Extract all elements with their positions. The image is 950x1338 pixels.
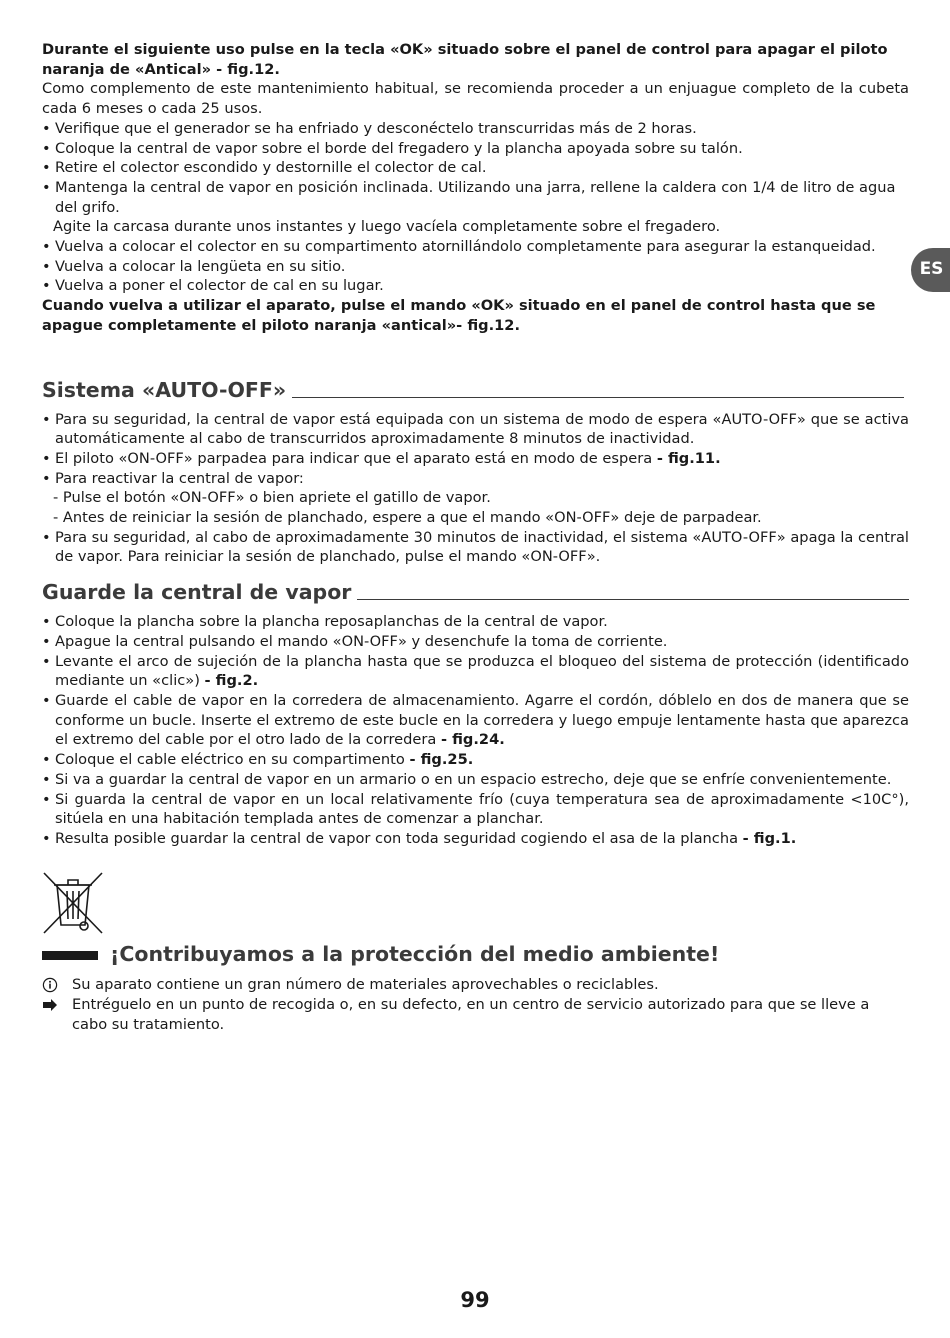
item-text: Guarde el cable de vapor en la corredera de almacenamiento. Agarre el cordón, dóblelo en dos de manera que se conforme un bucle. Inserte el extremo de este bucle en la corredera y luego empuje lentamente hasta que aparezca el extremo del cable por el otro lado de la corredera xyxy=(55,691,909,749)
item-text: Coloque el cable eléctrico en su compartimento xyxy=(55,751,410,769)
list-item: • Retire el colector escondido y destornille el colector de cal. xyxy=(42,158,909,178)
intro-paragraph: Como complemento de este mantenimiento habitual, se recomienda proceder a un enjuague completo de la cubeta cada 6 meses o cada 25 usos. xyxy=(42,80,909,118)
list-item: • Coloque la plancha sobre la plancha reposaplanchas de la central de vapor. xyxy=(42,612,909,632)
list-item: • Verifique que el generador se ha enfriado y desconéctelo transcurridas más de 2 horas. xyxy=(42,119,909,139)
auto-off-list-2 xyxy=(42,528,909,567)
intro-bold-instruction xyxy=(42,40,909,79)
fig-ref: - fig.2. xyxy=(204,672,259,690)
fig-ref: - fig.11. xyxy=(656,449,721,467)
fig-ref: - fig.24. xyxy=(440,731,505,749)
closing-fig-ref: fig.12. xyxy=(467,316,520,334)
dash-item: - Pulse el botón «ON-OFF» o bien apriete el gatillo de vapor. xyxy=(53,489,491,507)
arrow-line xyxy=(42,995,909,1034)
intro-fig-ref: fig.12. xyxy=(227,60,280,78)
closing-bold-text: Cuando vuelva a utilizar el aparato, pulse el mando «OK» situado en el panel de control hasta que se apague completamente el piloto naranja «antical»- xyxy=(42,297,876,334)
item-text: El piloto «ON-OFF» parpadea para indicar que el aparato está en modo de espera xyxy=(55,449,657,467)
intro-bullet-list xyxy=(42,119,909,218)
item-text: Levante el arco de sujeción de la plancha hasta que se produzca el bloqueo del sistema de protección (identificado mediante un «clic») xyxy=(55,652,909,690)
intro-bullet-list-2 xyxy=(42,237,909,296)
info-text: Su aparato contiene un gran número de materiales aprovechables o reciclables. xyxy=(72,976,659,994)
list-item: • Mantenga la central de vapor en posición inclinada. Utilizando una jarra, rellene la caldera con 1/4 de litro de agua del grifo. xyxy=(42,178,909,217)
list-item xyxy=(42,449,909,469)
environment-title: ¡Contribuyamos a la protección del medio ambiente! xyxy=(110,942,720,967)
auto-off-section xyxy=(42,378,909,568)
storage-list xyxy=(42,612,909,848)
auto-off-title: Sistema «AUTO-OFF» xyxy=(42,377,287,402)
document-page xyxy=(42,40,909,1034)
heading-rule xyxy=(292,397,904,398)
info-line xyxy=(42,975,909,995)
list-item xyxy=(42,691,909,750)
auto-off-list xyxy=(42,410,909,489)
list-item xyxy=(42,652,909,691)
page-number: 99 xyxy=(460,1288,490,1312)
crossed-out-wheelie-bin-icon xyxy=(42,871,104,935)
storage-heading xyxy=(42,580,909,604)
list-item: • Para su seguridad, al cabo de aproximadamente 30 minutos de inactividad, el sistema «AUTO-OFF» apaga la central de vapor. Para reiniciar la sesión de planchado, pulse el mando «ON-OFF». xyxy=(42,528,909,567)
list-item: • Si va a guardar la central de vapor en un armario o en un espacio estrecho, deje que se enfríe convenientemente. xyxy=(42,770,909,790)
info-icon xyxy=(42,977,58,993)
heading-rule xyxy=(357,599,909,600)
environment-heading xyxy=(42,942,909,966)
intro-bold-text: Durante el siguiente uso pulse en la tecla «OK» situado sobre el panel de control para apagar el piloto naranja de «Antical» - xyxy=(42,41,888,78)
fig-ref: - fig.1. xyxy=(742,829,797,847)
list-item: • Para su seguridad, la central de vapor está equipada con un sistema de modo de espera «AUTO-OFF» que se activa automáticamente al cabo de transcurridos aproximadamente 8 minutos de inactividad. xyxy=(42,410,909,449)
list-item: • Apague la central pulsando el mando «ON-OFF» y desenchufe la toma de corriente. xyxy=(42,632,909,652)
list-item: • Vuelva a colocar el colector en su compartimento atornillándolo completamente para asegurar la estanqueidad. xyxy=(42,237,909,257)
environment-section xyxy=(42,871,909,1035)
list-item xyxy=(42,750,909,770)
storage-section xyxy=(42,580,909,848)
intro-closing-bold xyxy=(42,296,909,335)
heading-bar xyxy=(42,951,98,960)
list-item: • Para reactivar la central de vapor: xyxy=(42,469,909,489)
list-item: • Vuelva a poner el colector de cal en su lugar. xyxy=(42,276,909,296)
auto-off-heading xyxy=(42,378,909,402)
list-item: • Si guarda la central de vapor en un local relativamente frío (cuya temperatura sea de aproximadamente <10C°), sitúela en una habitación templada antes de comenzar a planchar. xyxy=(42,790,909,829)
item-text: Resulta posible guardar la central de vapor con toda seguridad cogiendo el asa de la plancha xyxy=(55,829,743,847)
storage-title: Guarde la central de vapor xyxy=(42,580,352,605)
arrow-text: Entréguelo en un punto de recogida o, en su defecto, en un centro de servicio autorizado para que se lleve a cabo su tratamiento. xyxy=(72,996,870,1033)
arrow-right-icon xyxy=(42,997,58,1013)
list-item: • Vuelva a colocar la lengüeta en su sitio. xyxy=(42,257,909,277)
language-tab xyxy=(911,248,950,292)
language-tab-label: ES xyxy=(919,259,944,280)
fig-ref: - fig.25. xyxy=(409,751,474,769)
list-item xyxy=(42,829,909,849)
dash-item: - Antes de reiniciar la sesión de planchado, espere a que el mando «ON-OFF» deje de parpadear. xyxy=(53,509,762,527)
list-item: • Coloque la central de vapor sobre el borde del fregadero y la plancha apoyada sobre su talón. xyxy=(42,139,909,159)
intro-indented-line: Agite la carcasa durante unos instantes y luego vacíela completamente sobre el fregadero. xyxy=(53,218,721,236)
